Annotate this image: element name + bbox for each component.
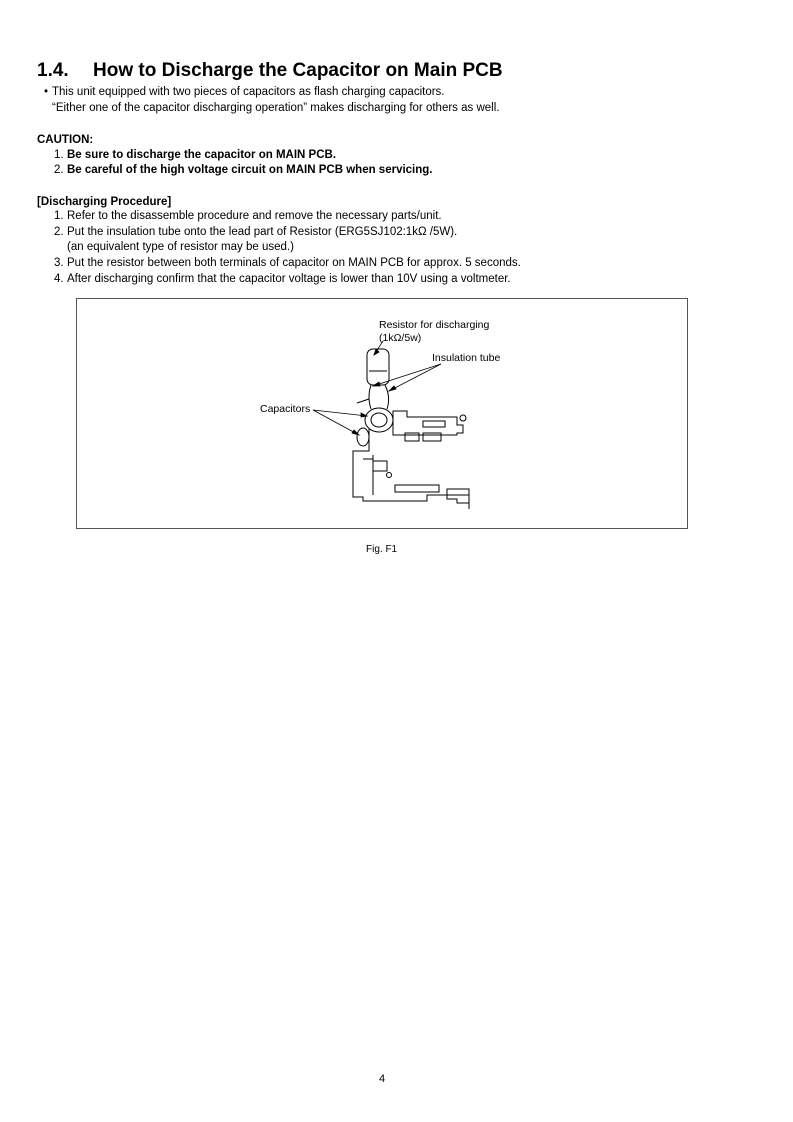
capacitor-1 <box>365 408 393 432</box>
caution-text-2: Be careful of the high voltage circuit on MAIN PCB when servicing. <box>67 164 433 176</box>
caution-text-1: Be sure to discharge the capacitor on MAIN PCB. <box>67 149 337 161</box>
procedure-text-2-cont: (an equivalent type of resistor may be used.) <box>67 241 294 253</box>
procedure-text-3: Put the resistor between both terminals of capacitor on MAIN PCB for approx. 5 seconds. <box>67 257 521 269</box>
intro-bullet: • <box>44 86 49 98</box>
page-number: 4 <box>379 1073 386 1085</box>
caution-num-1: 1. <box>54 149 64 161</box>
procedure-num-2: 2. <box>54 226 64 238</box>
procedure-num-4: 4. <box>54 273 64 285</box>
intro-line-2: “Either one of the capacitor discharging operation” makes discharging for others as well. <box>52 102 500 114</box>
capacitor-2 <box>357 428 369 446</box>
procedure-num-1: 1. <box>54 210 64 222</box>
section-number: 1.4. <box>37 60 69 81</box>
procedure-text-2: Put the insulation tube onto the lead part of Resistor (ERG5SJ102:1kΩ /5W). <box>67 226 458 238</box>
label-resistor-line1: Resistor for discharging <box>379 319 490 331</box>
leader-capacitor-2 <box>313 410 359 435</box>
section-title: How to Discharge the Capacitor on Main PCB <box>93 60 503 81</box>
label-capacitors: Capacitors <box>260 403 311 415</box>
resistor-lead-right <box>385 385 389 409</box>
label-resistor-line2: (1kΩ/5w) <box>379 332 422 344</box>
figure-frame <box>76 298 688 529</box>
caution-heading: CAUTION: <box>37 134 94 146</box>
leader-insulation-1 <box>373 364 441 386</box>
leader-capacitor-1 <box>313 410 367 416</box>
procedure-heading: [Discharging Procedure] <box>37 196 172 208</box>
leader-insulation-2 <box>389 364 441 391</box>
procedure-text-1: Refer to the disassemble procedure and remove the necessary parts/unit. <box>67 210 442 222</box>
caution-num-2: 2. <box>54 164 64 176</box>
resistor-body <box>367 349 389 385</box>
resistor-lead-left <box>369 385 371 409</box>
label-insulation-tube: Insulation tube <box>432 352 501 364</box>
procedure-num-3: 3. <box>54 257 64 269</box>
procedure-text-4: After discharging confirm that the capacitor voltage is lower than 10V using a voltmeter. <box>67 273 511 285</box>
intro-line-1: This unit equipped with two pieces of capacitors as flash charging capacitors. <box>52 86 445 98</box>
figure-caption: Fig. F1 <box>366 544 398 555</box>
